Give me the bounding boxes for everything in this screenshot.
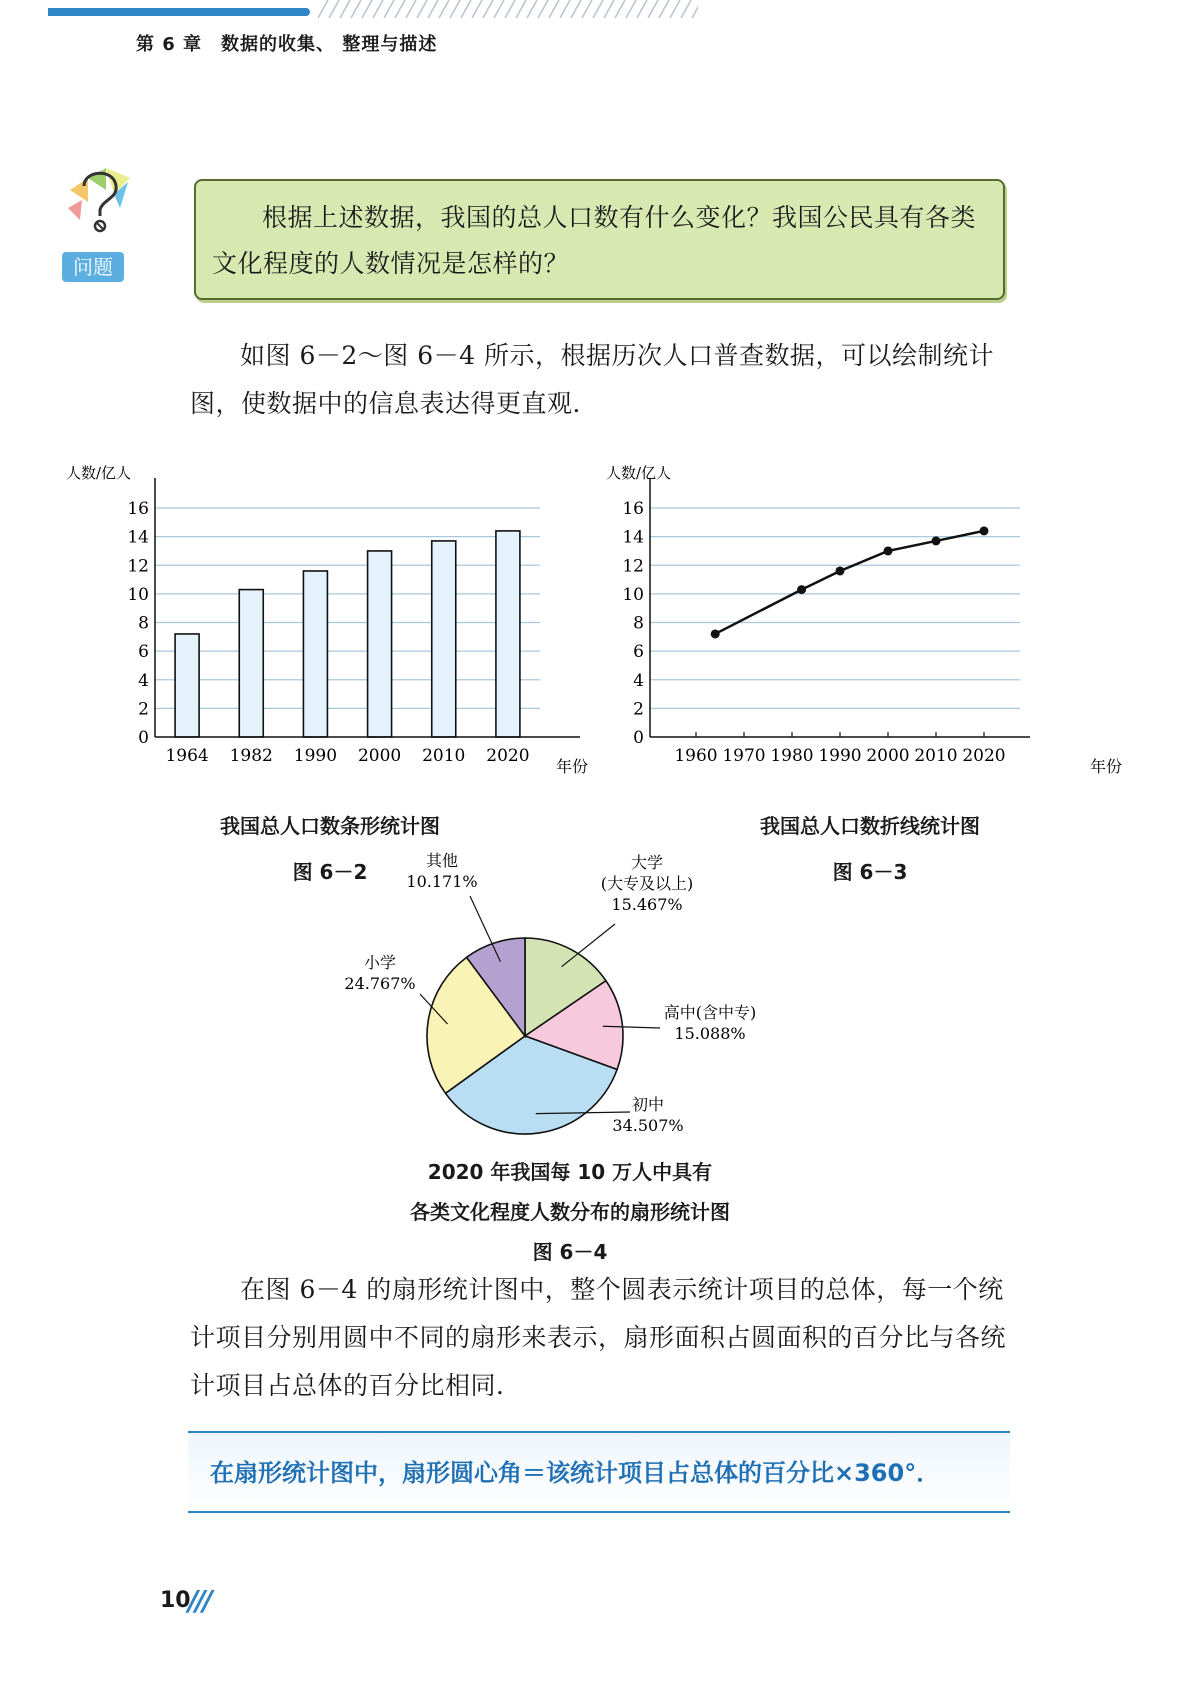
line-xtick-label: 1980: [770, 746, 814, 766]
line-xtick-label: 2020: [962, 746, 1006, 766]
bar-chart-ylabel: 人数/亿人: [66, 464, 132, 482]
page-number-slashes: ///: [188, 1584, 210, 1617]
key-formula-text: 在扇形统计图中，扇形圆心角＝该统计项目占总体的百分比×360°．: [210, 1459, 941, 1487]
explanation-paragraph: 在图 6－4 的扇形统计图中，整个圆表示统计项目的总体，每一个统计项目分别用圆中不同的扇形来表示，扇形面积占圆面积的百分比与各统计项目占总体的百分比相同．: [190, 1275, 1007, 1400]
bar-ytick-label: 6: [138, 642, 149, 663]
pie-percent-label: 10.171%: [406, 872, 478, 891]
bar-ytick-label: 8: [138, 613, 149, 634]
pie-chart-figure-6-4: [330, 850, 870, 1140]
figure-6-3-label: 图 6－3: [832, 860, 908, 884]
line-ytick-label: 10: [622, 584, 644, 605]
line-point-1990: [836, 566, 845, 575]
figure-6-4-label: 图 6－4: [532, 1240, 608, 1264]
question-text: 根据上述数据，我国的总人口数有什么变化？我国公民具有各类文化程度的人数情况是怎样的？: [212, 203, 977, 278]
key-formula-box: [188, 1431, 1010, 1513]
line-xtick-label: 2000: [866, 746, 910, 766]
figure-6-3-caption: 我国总人口数折线统计图: [760, 814, 980, 838]
bar-ytick-label: 16: [127, 499, 149, 519]
header-rule: [48, 8, 310, 16]
pie-percent-label: 34.507%: [612, 1116, 684, 1135]
bar-chart-xlabel: 年份: [556, 757, 589, 776]
figure-6-4-caption-line1: 2020 年我国每 10 万人中具有: [427, 1160, 713, 1184]
line-chart-figure-6-3: [600, 460, 1150, 790]
line-ytick-label: 16: [622, 499, 644, 519]
pie-percent-label: 15.467%: [611, 895, 683, 914]
bar-2010: [432, 541, 456, 737]
pie-label: 大学: [630, 853, 664, 872]
line-chart-series: [715, 531, 984, 634]
bar-2000: [368, 551, 392, 737]
pie-label: 初中: [631, 1095, 665, 1114]
pie-percent-label: 15.088%: [674, 1024, 746, 1043]
bar-ytick-label: 4: [138, 670, 149, 691]
line-chart-xlabel: 年份: [1090, 757, 1123, 776]
line-chart-ylabel: 人数/亿人: [606, 464, 672, 482]
line-ytick-label: 14: [622, 527, 644, 548]
bar-xtick-label: 1990: [293, 746, 338, 766]
pie-sublabel: (大专及以上): [600, 874, 694, 893]
bar-ytick-label: 2: [138, 699, 149, 720]
figure-6-2-caption: 我国总人口数条形统计图: [220, 814, 440, 838]
bar-ytick-label: 10: [127, 584, 149, 605]
figure-6-4-caption-line2: 各类文化程度人数分布的扇形统计图: [410, 1200, 730, 1224]
bar-ytick-label: 12: [127, 556, 149, 577]
line-ytick-label: 12: [622, 556, 644, 577]
question-mark-icon: [58, 160, 138, 240]
pie-percent-label: 24.767%: [344, 974, 416, 993]
header-hatch: [318, 0, 698, 18]
bar-xtick-label: 2010: [422, 746, 466, 766]
page-number: 10: [160, 1588, 191, 1613]
line-point-2000: [884, 546, 893, 555]
line-point-1964: [711, 629, 720, 638]
bar-xtick-label: 2020: [486, 746, 530, 766]
line-ytick-label: 4: [633, 670, 644, 691]
bar-1982: [239, 590, 263, 737]
line-ytick-label: 2: [633, 699, 644, 720]
question-box: [194, 179, 1005, 300]
line-ytick-label: 6: [633, 642, 644, 663]
chapter-title: 第 6 章 数据的收集、 整理与描述: [136, 34, 438, 55]
line-xtick-label: 1960: [674, 746, 718, 766]
pie-label: 小学: [363, 953, 397, 972]
bar-1990: [303, 571, 327, 737]
bar-2020: [496, 531, 520, 737]
bar-xtick-label: 1982: [229, 746, 273, 766]
line-xtick-label: 1990: [818, 746, 862, 766]
line-ytick-label: 0: [633, 728, 644, 748]
figure-6-2-label: 图 6－2: [292, 860, 368, 884]
question-badge: 问题: [62, 252, 124, 282]
line-xtick-label: 1970: [722, 746, 766, 766]
bar-ytick-label: 14: [127, 527, 149, 548]
pie-label: 其他: [425, 851, 459, 870]
line-point-2010: [932, 536, 941, 545]
line-point-2020: [980, 526, 989, 535]
line-point-1982: [797, 585, 806, 594]
bar-1964: [175, 634, 199, 737]
bar-xtick-label: 2000: [357, 746, 402, 766]
bar-chart-figure-6-2: [60, 460, 620, 790]
intro-paragraph: 如图 6－2～图 6－4 所示，根据历次人口普查数据，可以绘制统计图，使数据中的信息表达得更直观．: [190, 341, 994, 418]
bar-xtick-label: 1964: [165, 746, 209, 766]
bar-ytick-label: 0: [138, 728, 149, 748]
line-ytick-label: 8: [633, 613, 644, 634]
pie-label: 高中(含中专): [663, 1003, 757, 1022]
line-xtick-label: 2010: [914, 746, 958, 766]
